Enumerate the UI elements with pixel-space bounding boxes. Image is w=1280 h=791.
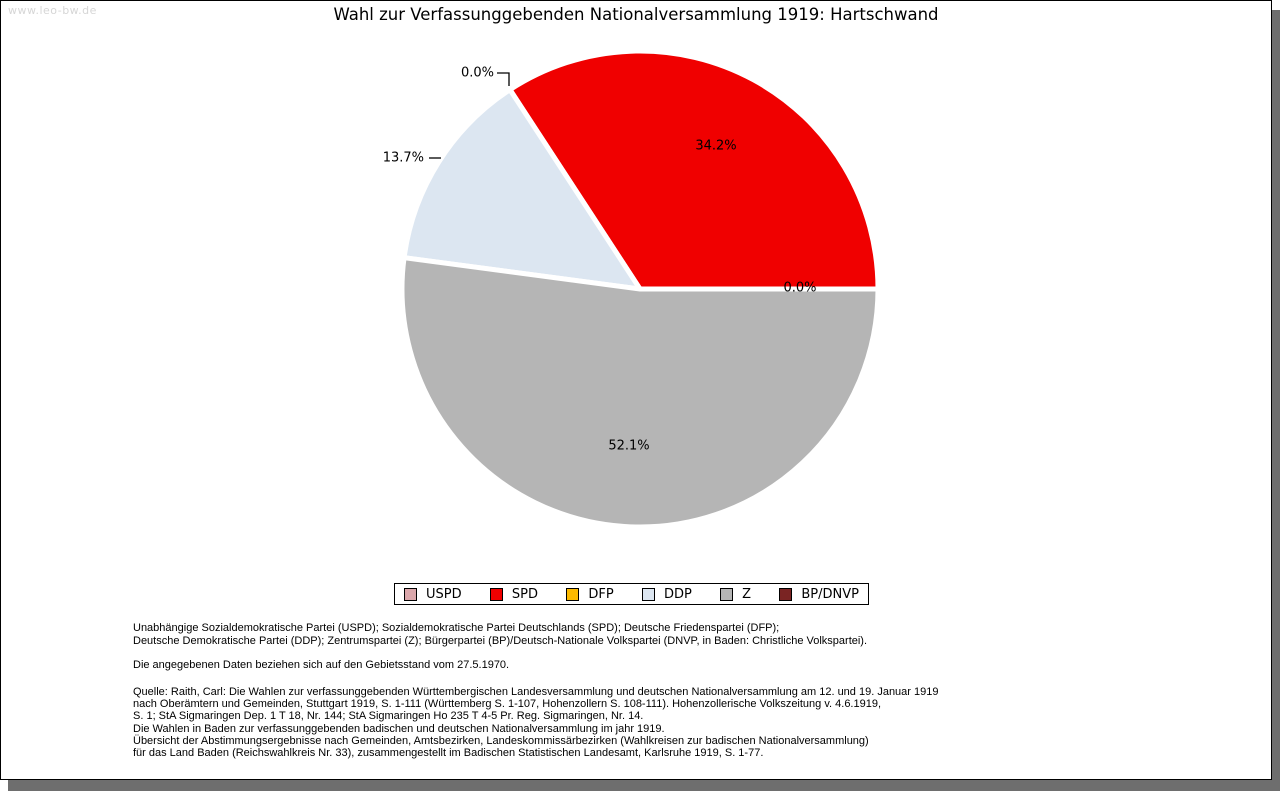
chart-legend (394, 583, 869, 605)
party-abbreviations-line1: Unabhängige Sozialdemokratische Partei (USPD); Sozialdemokratische Partei Deutschlands (SPD); Deutsche Friedenspartei (DFP); (133, 622, 780, 634)
legend-swatch-spd (490, 588, 503, 601)
legend-swatch-bpdnvp (779, 588, 792, 601)
legend-label-ddp: DDP (663, 586, 692, 602)
legend-item-bpdnvp (779, 587, 859, 602)
legend-label-dfp: DFP (588, 586, 614, 602)
legend-item-z (720, 587, 751, 602)
dfp-zero-leader-line (497, 73, 509, 86)
source-line: Quelle: Raith, Carl: Die Wahlen zur verfassunggebenden Württembergischen Landesversammlung und deutschen Nationalversammlung am 12. und 19. Januar 1919 (133, 686, 939, 698)
page-title: Wahl zur Verfassunggebenden Nationalversammlung 1919: Hartschwand (333, 5, 939, 24)
slice-label-dfp-zero: 0.0% (460, 65, 494, 81)
source-line: Die Wahlen in Baden zur verfassunggebenden badischen und deutschen Nationalversammlung im jahr 1919. (133, 722, 665, 735)
legend-label-spd: SPD (511, 586, 539, 602)
territorial-status-note: Die angegebenen Daten beziehen sich auf den Gebietsstand vom 27.5.1970. (133, 659, 510, 671)
legend-swatch-z (720, 588, 733, 601)
party-abbreviations-note (133, 622, 867, 648)
legend-item-dfp (566, 587, 613, 602)
legend-item-spd (490, 587, 538, 602)
frame-shadow-bottom (8, 780, 1280, 791)
party-abbreviations-line2: Deutsche Demokratische Partei (DDP); Zentrumspartei (Z); Bürgerpartei (BP)/Deutsch-Nationale Volkspartei (DNVP, in Baden: Christliche Volkspartei). (133, 635, 868, 647)
source-line: Übersicht der Abstimmungsergebnisse nach Gemeinden, Amtsbezirken, Landeskommissärbezirken (Wahlkreisen zur badischen Nationalversammlung) (133, 734, 869, 747)
slice-label-spd: 34.2% (695, 138, 737, 154)
legend-label-z: Z (742, 586, 752, 602)
legend-item-ddp (642, 587, 692, 602)
legend-swatch-uspd (404, 588, 417, 601)
slice-label-z: 52.1% (608, 438, 650, 454)
slice-label-ddp: 13.7% (382, 150, 424, 166)
source-note (133, 686, 939, 759)
slice-label-uspd-bpdnvp-zero: 0.0% (783, 280, 817, 296)
watermark: www.leo-bw.de (8, 4, 97, 17)
legend-label-bpdnvp: BP/DNVP (801, 586, 859, 602)
source-line: für das Land Baden (Reichswahlkreis Nr. 33), zusammengestellt im Badischen Statistischen Landesamt, Karlsruhe 1919, S. 1-77. (133, 747, 764, 760)
legend-swatch-ddp (642, 588, 655, 601)
pie-slice-z (402, 258, 878, 527)
legend-swatch-dfp (566, 588, 579, 601)
source-line: S. 1; StA Sigmaringen Dep. 1 T 18, Nr. 144; StA Sigmaringen Ho 235 T 4-5 Pr. Reg. Sigmaringen, Nr. 14. (133, 710, 644, 723)
frame-shadow-right (1272, 10, 1280, 780)
legend-item-uspd (404, 587, 462, 602)
source-line: nach Oberämtern und Gemeinden, Stuttgart 1919, S. 1-111 (Württemberg S. 1-107, Hohenzollern S. 108-111). Hohenzollerische Volkszeitung v. 4.6.1919, (133, 698, 882, 711)
legend-label-uspd: USPD (426, 586, 462, 602)
